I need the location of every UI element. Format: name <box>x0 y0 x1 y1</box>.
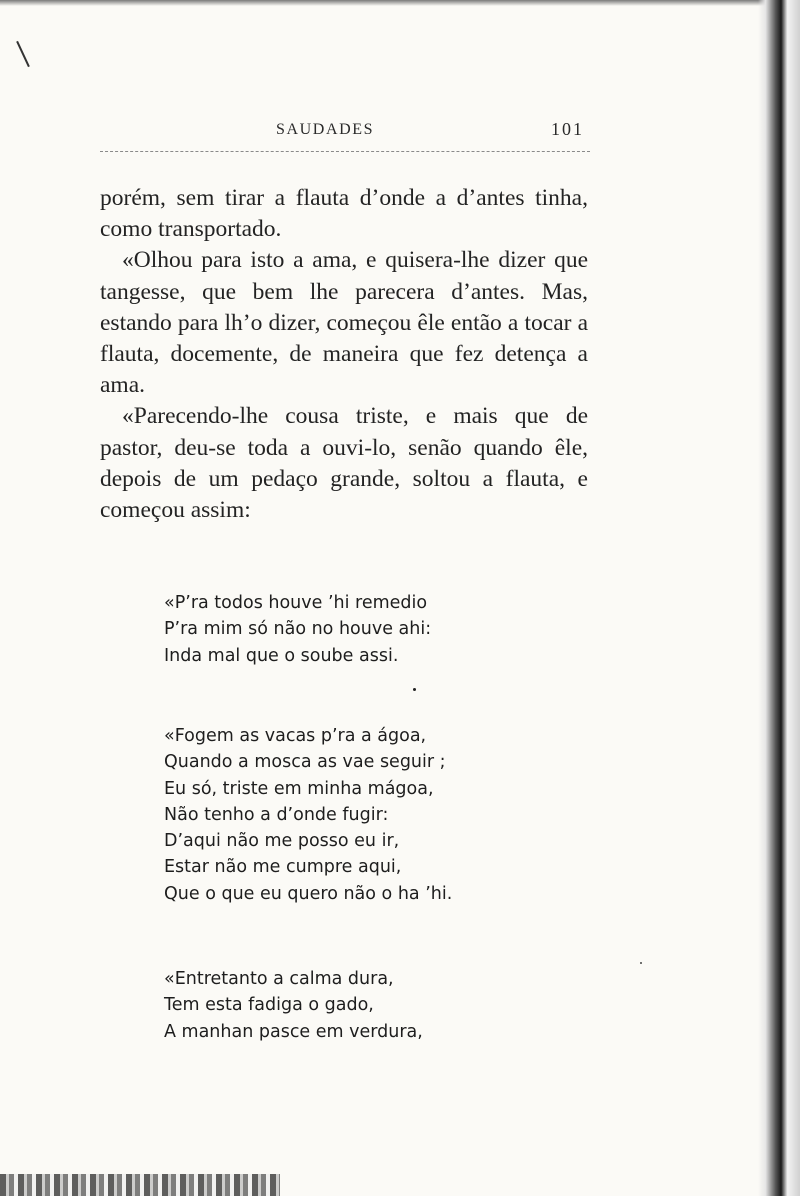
verse-line: Eu só, triste em minha mágoa, <box>164 778 434 799</box>
verse-line: Tem esta fadiga o gado, <box>164 995 374 1016</box>
verse-line: Quando a mosca as vae seguir ; <box>164 752 446 773</box>
stray-dot <box>640 962 642 964</box>
paragraph: «Parecendo-lhe cousa triste, e mais que de pastor, deu-se toda a ouvi-lo, senão quando êle, depois de um pedaço grande, soltou a flauta, e começou assim: <box>100 403 588 524</box>
verse-line: D’aqui não me posso eu ir, <box>164 831 400 852</box>
verse-line: «Entretanto a calma dura, <box>164 969 394 989</box>
scan-top-edge <box>0 0 800 6</box>
verse-stanza-1 <box>164 590 431 669</box>
verse-line: Não tenho a d’onde fugir: <box>164 804 389 825</box>
running-head <box>100 117 590 147</box>
paragraph: «Olhou para isto a ama, e quisera-lhe dizer que tangesse, que bem lhe parecera d’antes. Mas, estando para lh’o dizer, começou êle então a tocar a flauta, docemente, de maneira que fez detença a ama. <box>100 247 588 399</box>
verse-stanza-3 <box>164 966 423 1045</box>
verse-line: Estar não me cumpre aqui, <box>164 857 402 878</box>
page-number: 101 <box>551 119 584 139</box>
verse-line: «P’ra todos houve ’hi remedio <box>164 593 428 613</box>
scan-bottom-edge <box>0 1174 280 1196</box>
book-spine-shadow <box>758 0 800 1196</box>
prose-block <box>100 183 588 526</box>
scan-mark <box>16 41 30 67</box>
verse-stanza-2 <box>164 723 452 907</box>
stray-dot <box>413 688 416 691</box>
verse-line: P’ra mim só não no houve ahi: <box>164 619 432 640</box>
verse-line: Que o que eu quero não o ha ’hi. <box>164 883 453 904</box>
verse-line: «Fogem as vacas p’ra a ágoa, <box>164 726 427 746</box>
header-rule <box>100 151 590 152</box>
verse-line: A manhan pasce em verdura, <box>164 1021 423 1042</box>
running-title: SAUDADES <box>276 121 375 138</box>
verse-line: Inda mal que o soube assi. <box>164 645 399 666</box>
paragraph: porém, sem tirar a flauta d’onde a d’antes tinha, como transportado. <box>100 185 588 243</box>
